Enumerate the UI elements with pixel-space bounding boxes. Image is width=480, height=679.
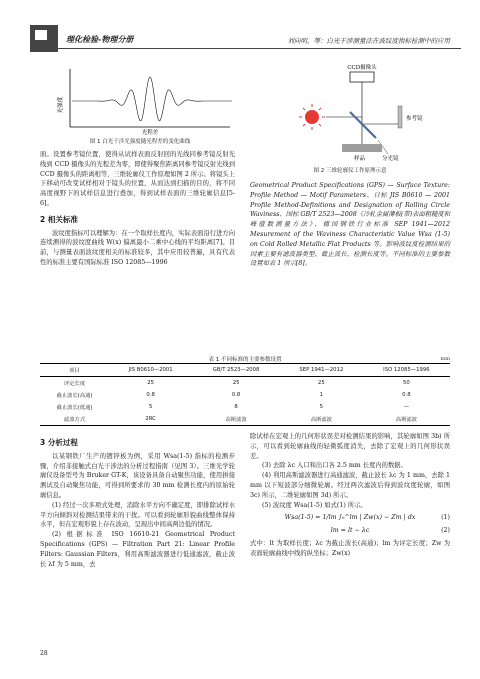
paragraph: 面。设置参考镜位置，使得从试样表面反射回的光线同参考镜反射光线到 CCD 摄像头的光程差为零，即使得聚焦距离同参考镜反射光线到 CCD 摄像头的距离相等，三维轮廓仪工作原理如图 2 所示。将镜头上下移动可改变试样相对于镜头的位置，从而达到扫描的目的，将不同高度视野下的试样信息进行叠加，得到试样表面的三维轮廓信息[5-6]。 bbox=[40, 151, 236, 207]
table-cell: 滤波方式 bbox=[63, 417, 86, 423]
sample-label: 样品 bbox=[354, 156, 366, 162]
paragraph: (3) 去除 λc 入口和出口各 2.5 mm 长度内的数据。 bbox=[262, 462, 407, 470]
table-cell: 评定长度 bbox=[63, 381, 86, 387]
right-column-top bbox=[250, 181, 450, 269]
table-header-cell: ISO 12085—1996 bbox=[383, 367, 430, 373]
table-cell: 高斯滤波 bbox=[395, 417, 417, 423]
equation-1 bbox=[250, 513, 450, 523]
journal-name: 理化检验-物理分册 bbox=[66, 35, 134, 44]
table-cell: 0.8 bbox=[402, 392, 411, 398]
left-column-bottom bbox=[40, 432, 235, 569]
reference-mirror-label: 参考镜 bbox=[406, 116, 423, 122]
paragraph: 除试样在宏观上的几何形状误差对检测结果的影响，其轮廓如图 3b) 所示，可以看到轮廓曲线的轻微弧度消失，去除了宏观上的几何形状误差。 bbox=[250, 433, 450, 460]
table-cell: 0.8 bbox=[231, 392, 241, 398]
page-number: 28 bbox=[40, 650, 48, 657]
y-axis-label: 光强度 bbox=[58, 96, 64, 114]
table-cell: 截止波长(低通) bbox=[56, 405, 93, 411]
ccd-camera-shape bbox=[350, 72, 374, 82]
ccd-camera-label: CCD摄像头 bbox=[347, 65, 377, 71]
reference-mirror bbox=[398, 106, 402, 128]
table-cell: 8 bbox=[234, 404, 238, 410]
figure-2-caption: 图 2 三维轮廓仪工作原理示意 bbox=[313, 168, 387, 174]
table-cell: 0.8 bbox=[146, 392, 155, 398]
table-cell: 25 bbox=[147, 380, 155, 386]
equation-2-number: (2) bbox=[441, 527, 450, 535]
equation-1-body: Wsa(1-5) = 1/lm ∫₀^lm | Zw(x) − Zm | dx bbox=[284, 514, 416, 522]
table-cell: 高斯滤波 bbox=[225, 417, 247, 423]
left-column-top bbox=[40, 150, 235, 268]
interference-curve bbox=[72, 77, 232, 121]
table-1-caption: 表 1 不同标准的主要参数设置 bbox=[208, 357, 282, 363]
paragraph: (5) 波纹度 Wsa(1-5) 如式(1) 所示。 bbox=[262, 501, 367, 509]
figure-1-caption: 图 1 白光干涉光强度随光程差的变化曲线 bbox=[89, 139, 191, 145]
table-cell: 高斯滤波 bbox=[310, 417, 332, 423]
table-cell: 2RC bbox=[145, 416, 156, 422]
right-column-bottom bbox=[250, 432, 450, 559]
equation-1-number: (1) bbox=[441, 514, 450, 522]
page-header bbox=[0, 0, 480, 60]
table-cell: 25 bbox=[317, 380, 325, 386]
table-cell: — bbox=[403, 404, 410, 410]
table-header-cell: JIS B0610—2001 bbox=[128, 367, 173, 373]
paragraph: Geometrical Product Specifications (GPS) — Surface Texture: Profile Method — Motif Parameters、日标 JIS B0610 — 2001 Profile Method-Definitions and Designation of Rolling Circle Waviness、国标 GB/T 2523—2008《冷轧金属薄板(带)表面粗糙度和峰值数测量方法》、德国钢铁行业标准 SEP 1941—2012 Mesurement of the Waviness Characteristic Value Wsa (1-5) on Cold Rolled Metallic Flat Products 等。影响波纹度检测结果的因素主要有滤波器类型、截止波长、检测长度等。不同标准的主要参数设置如表 1 所示[8]。 bbox=[250, 182, 450, 268]
section-heading: 2 相关标准 bbox=[40, 214, 78, 224]
table-header-cell: GB/T 2523—2008 bbox=[212, 367, 260, 373]
figure-2-diagram bbox=[250, 62, 450, 162]
beam-splitter bbox=[350, 112, 376, 138]
paragraph: 以某钢铁厂生产的镀锌板为例，采用 Wsa(1-5) 指标的检测步骤，介绍非接触式白光干涉法的分析过程指南（见图 3）。三维光学轮廓仪设备型号为 Bruker GT-K，该设备具备自动聚焦功能，使用拼接测试及自动聚焦功能，可得到所要求的 30 mm 检测长度内的原始轮廓信息。 bbox=[40, 452, 235, 499]
table-unit: mm bbox=[440, 356, 450, 362]
table-header-cell: SEP 1941—2012 bbox=[299, 367, 344, 373]
table-header-row bbox=[40, 364, 450, 377]
paragraph: 式中：lt 为取样长度；λc 为截止波长(高通)；lm 为评定长度；Zw 为表面轮廓曲线中线的纵坐标；Zw(x) bbox=[250, 539, 450, 557]
paragraph: 波纹度指标可以理解为：在一个取样长度内，实际表面沿行进方向连续测得的波纹度曲线 W(x) 偏离最小二乘中心线的平均距离[7]。目前，与测量表面波纹度相关的标准较多，其中应用较普遍，具有代表性的标准主要有国际标准 ISO 12085—1996 bbox=[40, 229, 235, 266]
equation-2-body: lm = lt − λc bbox=[330, 527, 370, 535]
x-axis-label: 光程差 bbox=[141, 130, 159, 135]
table-header-cell: 项目 bbox=[69, 368, 80, 374]
figure-2 bbox=[250, 62, 450, 167]
journal-logo bbox=[30, 25, 58, 52]
figure-1 bbox=[40, 65, 240, 147]
table-cell: 1 bbox=[319, 392, 324, 398]
table-row bbox=[40, 401, 450, 413]
paragraph: (2) 根据标准 ISO 16610-21 Geometrical Product Specifications (GPS) — Filtration Part 21: Linear Profile Filters: Gaussian Filters，利用高斯滤波器进行低通滤波，截止波长 λf 为 5 mm，去 bbox=[40, 531, 235, 568]
table-row bbox=[40, 377, 450, 390]
light-source bbox=[299, 104, 325, 130]
table-cell: 5 bbox=[148, 404, 153, 410]
section-heading: 3 分析过程 bbox=[40, 438, 78, 447]
table-1 bbox=[40, 363, 450, 426]
equation-2 bbox=[250, 526, 450, 536]
paragraph: (4) 利用高斯滤波器进行高通滤波，截止波长 λc 为 1 mm，去除 1 mm 以下短波部分细微轮廓。经过两次滤波后得到波纹度轮廓，如图 3c) 所示，二维轮廓如图 3d) 所示。 bbox=[250, 472, 450, 499]
sample-block bbox=[342, 144, 382, 152]
table-cell: 25 bbox=[232, 380, 240, 386]
paragraph: (1) 经过一次多项式处理，消除水平方向不确定度，即排除试样水平方向倾斜对检测结果带来的干扰。可以看到轮廓形貌曲线整体保持水平，但在宏观形貌上存在波动，呈现出中间高两边低的情况。 bbox=[40, 501, 235, 529]
running-head: 刘向明，等：白光干涉测量法在波纹度指标检测中的应用 bbox=[287, 37, 450, 45]
table-row bbox=[40, 413, 450, 426]
table-cell: 截止波长(高通) bbox=[56, 393, 93, 399]
figure-1-plot bbox=[40, 65, 240, 135]
table-cell: 50 bbox=[402, 380, 410, 386]
beam-splitter-label: 分光镜 bbox=[382, 156, 399, 162]
table-row bbox=[40, 389, 450, 401]
table-cell: 5 bbox=[319, 404, 324, 410]
